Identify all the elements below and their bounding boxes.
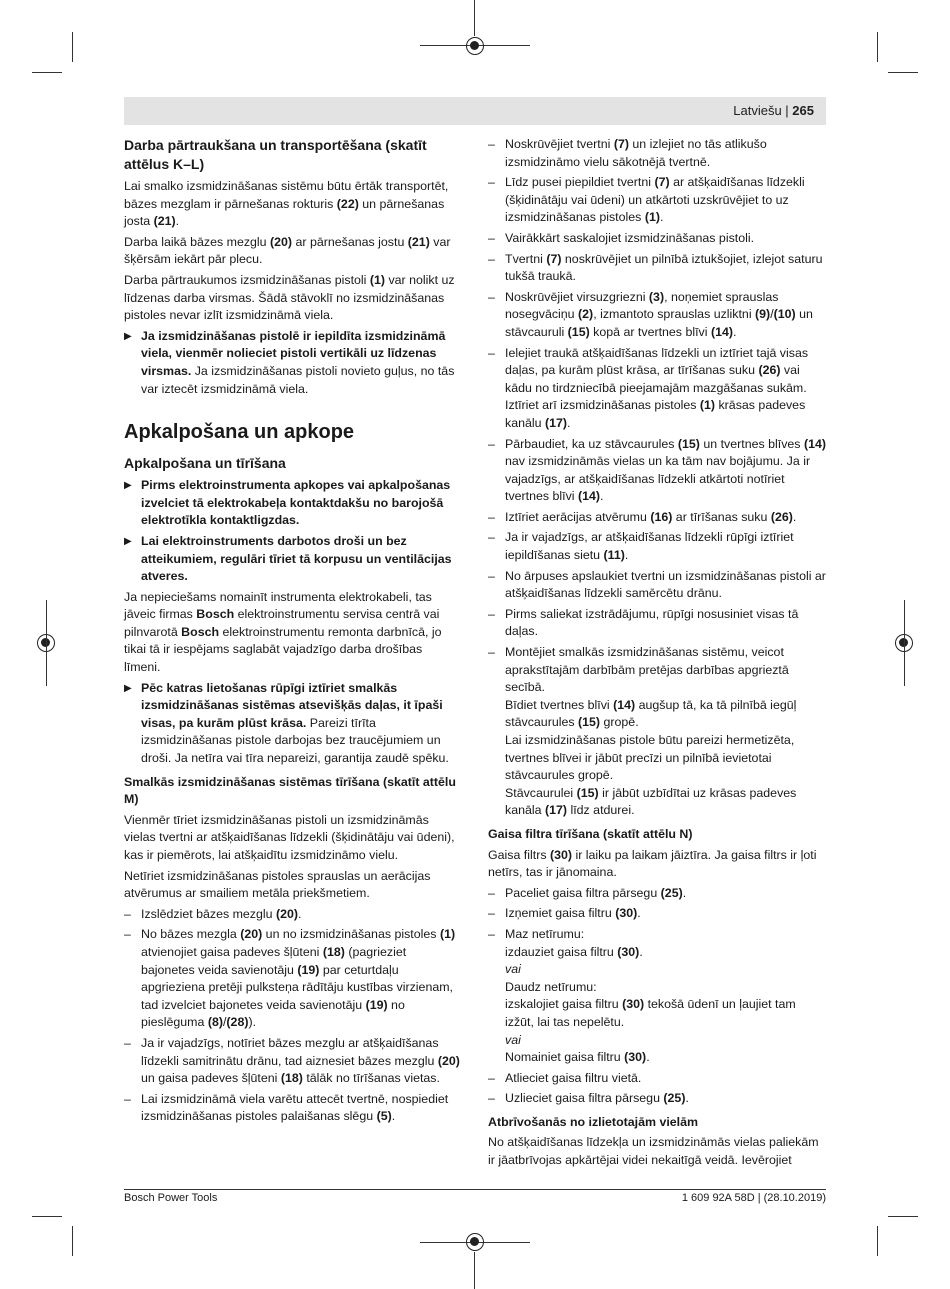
- list-item: – Iztīriet aerācijas atvērumu (16) ar tīrīšanas suku (26).: [488, 509, 826, 527]
- crop-mark: [72, 32, 73, 62]
- crop-mark: [72, 1226, 73, 1256]
- warning-item: ▶ Ja izsmidzināšanas pistolē ir iepildīta izsmidzināmā viela, vienmēr nolieciet pistoli vertikāli uz līdzenas virsmas. Ja izsmidzināšanas pistoli novieto guļus, no tās var iztecēt izsmidzināmā viela.: [124, 328, 462, 398]
- page-number: 265: [792, 103, 814, 118]
- right-column: [488, 136, 826, 1173]
- registration-mark-icon: [466, 1233, 484, 1251]
- list-item: – Vairākkārt saskalojiet izsmidzināšanas pistoli.: [488, 230, 826, 248]
- paragraph: Darba pārtraukumos izsmidzināšanas pistoli (1) var nolikt uz līdzenas darba virsmas. Šādā stāvoklī no izsmidzināšanas pistoles nevar izlīt izsmidzināmā viela.: [124, 272, 455, 323]
- page-header: [124, 97, 826, 125]
- list-item: – Ielejiet traukā atšķaidīšanas līdzekli un iztīriet tajā visas daļas, pa kurām plūst krāsa, ar tīrīšanas suku (26) vai kādu no tirdzniecībā pieejamajām mazgāšanas sukām. Iztīriet arī izsmidzināšanas pistoles (1) krāsas padeves kanālu (17).: [488, 345, 826, 433]
- subsection-heading: Smalkās izsmidzināšanas sistēmas tīrīšana (skatīt attēlu M): [124, 774, 456, 807]
- subsection-heading: Atbrīvošanās no izlietotajām vielām: [488, 1114, 699, 1129]
- section-heading: Apkalpošana un tīrīšana: [124, 455, 286, 472]
- crop-mark: [32, 72, 62, 73]
- list-item: – Līdz pusei piepildiet tvertni (7) ar atšķaidīšanas līdzekli (šķidinātāju vai ūdeni) un atkārtoti uzskrūvējiet to uz izsmidzināšanas pistoles (1).: [488, 174, 826, 227]
- chapter-heading: Apkalpošana un apkope: [124, 421, 355, 444]
- left-column: [124, 136, 462, 1129]
- footer-doc-id: 1 609 92A 58D | (28.10.2019): [681, 1192, 826, 1204]
- paragraph: No atšķaidīšanas līdzekļa un izsmidzināmās vielas paliekām ir jāatbrīvojas apkārtējai videi nekaitīgā veidā. Ievērojiet: [488, 1135, 819, 1168]
- list-item: – Noskrūvējiet tvertni (7) un izlejiet no tās atlikušo izsmidzināmo vielu sākotnējā tvertnē.: [488, 136, 826, 171]
- paragraph: Lai smalko izsmidzināšanas sistēmu būtu ērtāk transportēt, bāzes mezglam ir pārnešanas rokturis (22) un pārnešanas josta (21).: [124, 179, 449, 229]
- list-item: – Lai izsmidzināmā viela varētu attecēt tvertnē, nospiediet izsmidzināšanas pistoles palaišanas slēgu (5).: [124, 1091, 462, 1126]
- paragraph: Darba laikā bāzes mezglu (20) ar pārnešanas jostu (21) var šķērsām iekārt pār plecu.: [124, 234, 451, 267]
- list-item: – No ārpuses apslaukiet tvertni un izsmidzināšanas pistoli ar atšķaidīšanas līdzekli samērcētu drānu.: [488, 568, 826, 603]
- crop-mark: [877, 1226, 878, 1256]
- footer-divider: [124, 1189, 826, 1190]
- crop-mark: [32, 1216, 62, 1217]
- list-item: – Paceliet gaisa filtra pārsegu (25).: [488, 885, 826, 903]
- footer-brand: Bosch Power Tools: [124, 1192, 218, 1204]
- list-item: – Tvertni (7) noskrūvējiet un pilnībā iztukšojiet, izlejot saturu tukšā traukā.: [488, 251, 826, 286]
- paragraph: Vienmēr tīriet izsmidzināšanas pistoli un izsmidzināmās vielas tvertni ar atšķaidīšanas līdzekli (šķidinātāju vai ūdeni), kas ir piemērots, lai atšķaidītu izsmidzināmo vielu.: [124, 812, 455, 862]
- list-item: – Maz netīrumu: izdauziet gaisa filtru (30). vai Daudz netīrumu: izskalojiet gaisa filtru (30) tekošā ūdenī un ļaujiet tam izžūt, lai tas nepelētu. vai Nomainiet gaisa filtru (30).: [488, 926, 826, 1067]
- crop-mark: [888, 72, 918, 73]
- crop-mark: [474, 1252, 475, 1289]
- list-item: – Ja ir vajadzīgs, ar atšķaidīšanas līdzekli rūpīgi iztīriet iepildīšanas sietu (11).: [488, 529, 826, 564]
- list-item: – Izslēdziet bāzes mezglu (20).: [124, 906, 462, 924]
- paragraph: Ja nepieciešams nomainīt instrumenta elektrokabeli, tas jāveic firmas Bosch elektroinstrumentu servisa centrā vai pilnvarotā Bosch elektroinstrumentu remonta darbnīcā, jo tikai tā ir iespējams saglabāt vajadzīgo darba drošības līmeni.: [124, 589, 442, 675]
- list-item: – Noskrūvējiet virsuzgriezni (3), noņemiet sprauslas nosegvāciņu (2), izmantoto sprauslas uzliktni (9)/(10) un stāvcauruli (15) kopā ar tvertnes blīvi (14).: [488, 289, 826, 342]
- list-item: – Montējiet smalkās izsmidzināšanas sistēmu, veicot aprakstītajām darbībām pretējas darbības apgrieztā secībā. Bīdiet tvertnes blīvi (14) augšup tā, ka tā pilnībā iegūļ stāvcaurules (15) gropē. Lai izsmidzināšanas pistole būtu pareizi hermetizēta, tvertnes blīvei ir jābūt precīzi un pilnībā ievietotai stāvcaurules gropē. Stāvcaurulei (15) ir jābūt uzbīdītai uz krāsas padeves kanāla (17) līdz atdurei.: [488, 644, 826, 820]
- paragraph: Netīriet izsmidzināšanas pistoles sprauslas un aerācijas atvērumus ar smailiem metāla priekšmetiem.: [124, 868, 431, 901]
- paragraph: Gaisa filtrs (30) ir laiku pa laikam jāiztīra. Ja gaisa filtrs ir ļoti netīrs, tas ir jānomaina.: [488, 847, 817, 880]
- registration-mark-icon: [466, 37, 484, 55]
- warning-item: ▶ Pirms elektroinstrumenta apkopes vai apkalpošanas izvelciet tā elektrokabeļa kontaktdakšu no barojošā elektrotīkla kontaktligzdas.: [124, 477, 462, 530]
- list-item: – Pirms saliekat izstrādājumu, rūpīgi nosusiniet visas tā daļas.: [488, 606, 826, 641]
- list-item: – Atlieciet gaisa filtru vietā.: [488, 1070, 826, 1088]
- header-text: Latviešu | 265: [733, 103, 814, 118]
- list-item: – Uzlieciet gaisa filtra pārsegu (25).: [488, 1090, 826, 1108]
- header-language: Latviešu: [733, 103, 782, 118]
- warning-item: ▶ Lai elektroinstruments darbotos droši un bez atteikumiem, regulāri tīriet tā korpusu un ventilācijas atveres.: [124, 533, 462, 586]
- list-item: – Pārbaudiet, ka uz stāvcaurules (15) un tvertnes blīves (14) nav izsmidzināmās vielas un ka tām nav bojājumu. Ja ir vajadzīgs, ar atšķaidīšanas līdzekli atkārtoti notīriet tvertnes blīvi (14).: [488, 436, 826, 506]
- crop-mark: [888, 1216, 918, 1217]
- crop-mark: [877, 32, 878, 62]
- crop-mark: [474, 0, 475, 36]
- crop-mark: [904, 600, 905, 686]
- list-item: – Izņemiet gaisa filtru (30).: [488, 905, 826, 923]
- warning-item: ▶ Pēc katras lietošanas rūpīgi iztīriet smalkās izsmidzināšanas sistēmas atsevišķās daļas, it īpaši visas, pa kurām plūst krāsa. Pareizi tīrīta izsmidzināšanas pistole darbojas bez traucējumiem un droši. Ja netīra vai tīra nepareizi, garantija zaudē spēku.: [124, 680, 462, 768]
- section-heading: Darba pārtraukšana un transportēšana (skatīt attēlus K–L): [124, 137, 427, 172]
- subsection-heading: Gaisa filtra tīrīšana (skatīt attēlu N): [488, 826, 693, 841]
- list-item: – Ja ir vajadzīgs, notīriet bāzes mezglu ar atšķaidīšanas līdzekli samitrinātu drānu, tad aiznesiet bāzes mezglu (20) un gaisa padeves šļūteni (18) tālāk no tīrīšanas vietas.: [124, 1035, 462, 1088]
- list-item: – No bāzes mezgla (20) un no izsmidzināšanas pistoles (1) atvienojiet gaisa padeves šļūteni (18) (pagrieziet bajonetes veida savienotāju (19) par ceturtdaļu apgrieziena pretēji pulksteņa rādītāju kustības virzienam, tad izvelciet bajonetes veida savienotāju (19) no pieslēguma (8)/(28)).: [124, 926, 462, 1032]
- crop-mark: [46, 600, 47, 686]
